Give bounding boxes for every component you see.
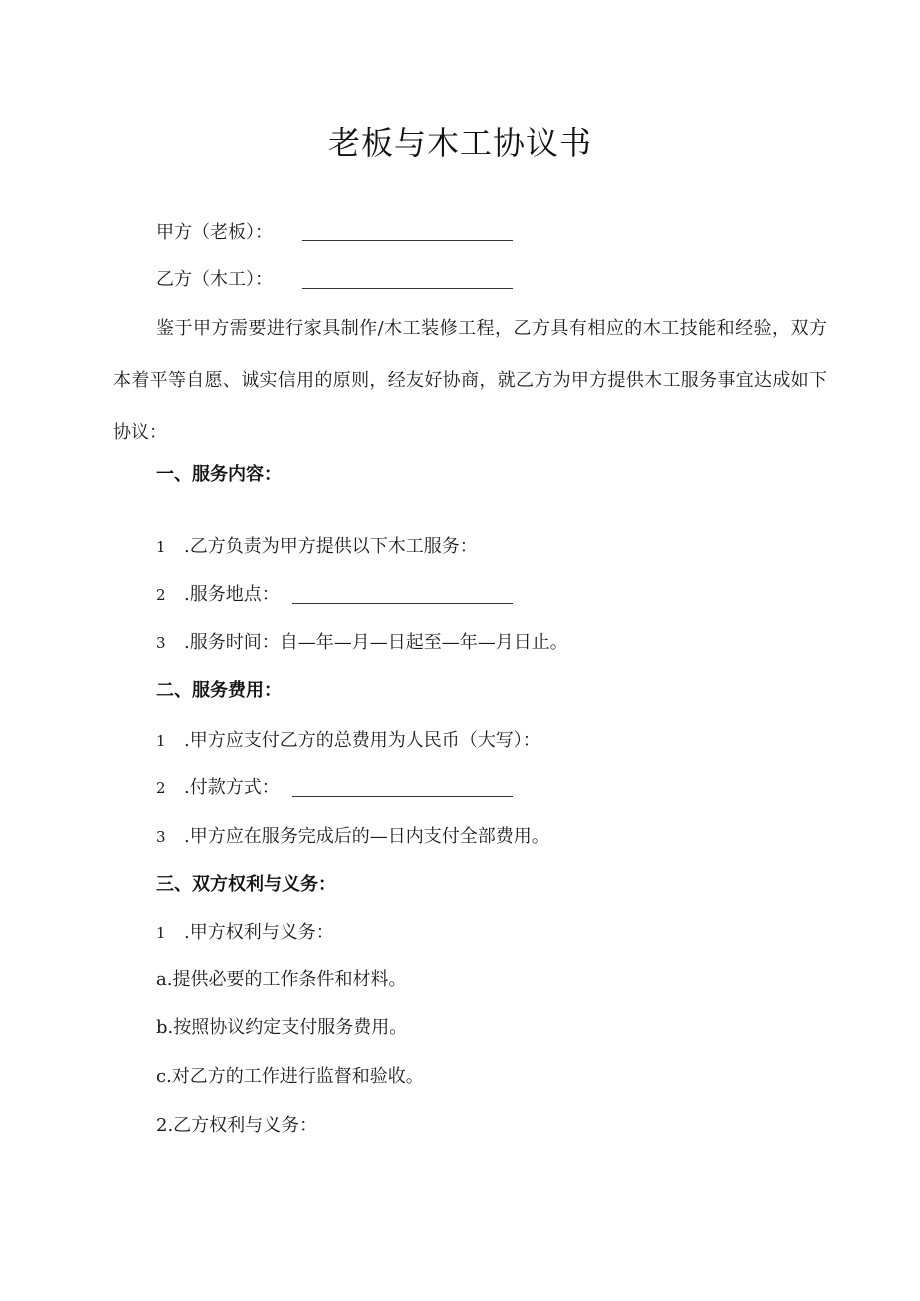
document-title: 老板与木工协议书 <box>327 124 592 162</box>
intro-paragraph: 鉴于甲方需要进行家具制作/木工装修工程，乙方具有相应的木工技能和经验，双方本着平等自愿、诚实信用的原则，经友好协商，就乙方为甲方提供木工服务事宜达成如下协议： <box>113 318 827 443</box>
item-text: .服务时间：自—年—月—日起至—年—月日止。 <box>184 632 568 653</box>
party-a-rights-item-b: b.按照协议约定支付服务费用。 <box>156 1017 408 1038</box>
item-text: .甲方应支付乙方的总费用为人民币（大写）： <box>184 730 541 751</box>
fee-item-1 <box>156 729 541 753</box>
fee-item-3 <box>156 825 550 849</box>
item-text: .甲方权利与义务： <box>184 922 334 943</box>
item-number: 2 <box>156 586 166 604</box>
party-b-rights-title: 2.乙方权利与义务： <box>156 1115 318 1136</box>
party-b-label: 乙方（木工）： <box>156 269 273 290</box>
item-text: .服务地点： <box>184 584 280 605</box>
item-text: .乙方负责为甲方提供以下木工服务： <box>184 536 478 557</box>
party-a-blank <box>302 240 513 241</box>
service-item-2 <box>156 583 280 607</box>
item-text: .付款方式： <box>184 777 280 798</box>
item-text: .甲方应在服务完成后的—日内支付全部费用。 <box>184 826 550 847</box>
item-number: 1 <box>156 538 166 556</box>
party-a-rights-title <box>156 921 334 945</box>
party-a-label: 甲方（老板）： <box>156 222 273 243</box>
section-service-heading: 一、服务内容： <box>156 464 282 485</box>
item-number: 2 <box>156 779 166 797</box>
item-number: 1 <box>156 924 166 942</box>
party-a-rights-item-a: a.提供必要的工作条件和材料。 <box>156 969 407 990</box>
fee-item-2 <box>156 776 280 800</box>
item-number: 1 <box>156 732 166 750</box>
service-item-3 <box>156 631 568 655</box>
service-item-1 <box>156 535 478 559</box>
party-b-blank <box>302 288 513 289</box>
section-fee-heading: 二、服务费用： <box>156 680 282 701</box>
item-number: 3 <box>156 828 166 846</box>
party-a-rights-item-c: c.对乙方的工作进行监督和验收。 <box>156 1066 424 1087</box>
section-rights-heading: 三、双方权利与义务： <box>156 874 336 895</box>
service-location-blank <box>292 603 513 604</box>
payment-method-blank <box>292 796 513 797</box>
item-number: 3 <box>156 634 166 652</box>
